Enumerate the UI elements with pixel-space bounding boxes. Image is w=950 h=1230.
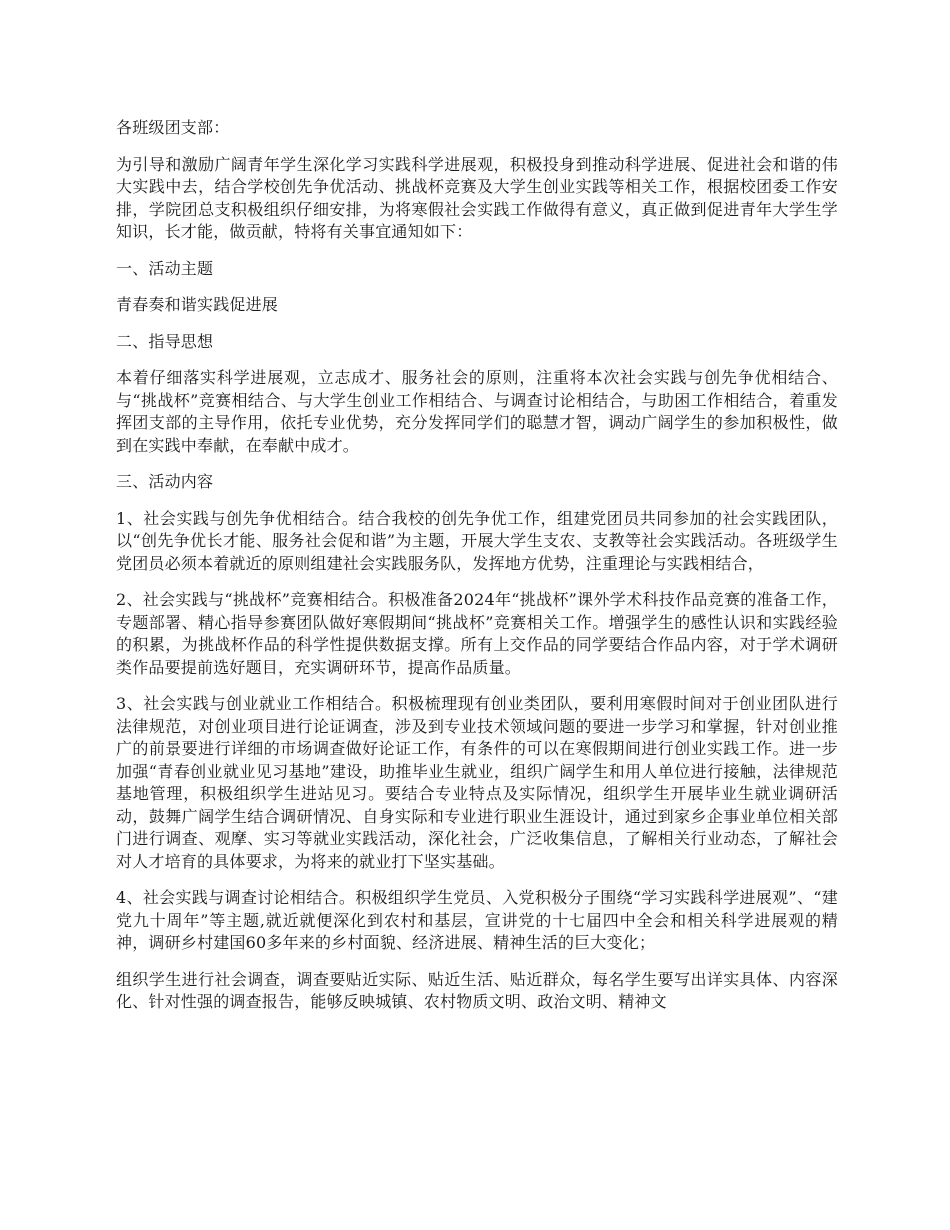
section-1-body: 青春奏和谐实践促进展 bbox=[116, 295, 279, 314]
content-item-3: 3、社会实践与创业就业工作相结合。积极梳理现有创业类团队，要利用寒假时间对于创业团队进行法律规范，对创业项目进行论证调查，涉及到专业技术领域问题的要进一步学习和掌握，针对创业推广的前景要进行详细的市场调查做好论证工作，有条件的可以在寒假期间进行创业实践工作。进一步加强“青春创业就业见习基地”建设，助推毕业生就业，组织广阔学生和用人单位进行接触，法律规范基地管理，积极组织学生进站见习。要结合专业特点及实际情况，组织学生开展毕业生就业调研活动，鼓舞广阔学生结合调研情况、自身实际和专业进行职业生涯设计，通过到家乡企事业单位相关部门进行调查、观摩、实习等就业实践活动，深化社会，广泛收集信息，了解相关行业动态，了解社会对人才培育的具体要求，为将来的就业打下坚实基础。 bbox=[116, 694, 838, 871]
content-item-1: 1、社会实践与创先争优相结合。结合我校的创先争优工作，组建党团员共同参加的社会实践团队，以“创先争优长才能、服务社会促和谐”为主题，开展大学生支农、支教等社会实践活动。各班级学生党团员必须本着就近的原则组建社会实践服务队，发挥地方优势，注重理论与实践相结合， bbox=[116, 508, 838, 573]
section-1-heading: 一、活动主题 bbox=[116, 258, 214, 278]
document-page bbox=[116, 117, 838, 1028]
intro-paragraph: 为引导和激励广阔青年学生深化学习实践科学进展观，积极投身到推动科学进展、促进社会和谐的伟大实践中去，结合学校创先争优活动、挑战杯竞赛及大学生创业实践等相关工作，根据校团委工作安排，学院团总支积极组织仔细安排，为将寒假社会实践工作做得有意义，真正做到促进青年大学生学知识，长才能，做贡献，特将有关事宜通知如下： bbox=[116, 154, 838, 241]
salutation: 各班级团支部： bbox=[116, 118, 230, 137]
section-2-body: 本着仔细落实科学进展观，立志成才、服务社会的原则，注重将本次社会实践与创先争优相结合、与“挑战杯”竞赛相结合、与大学生创业工作相结合、与调查讨论相结合，与助困工作相结合，着重发挥团支部的主导作用，依托专业优势，充分发挥同学们的聪慧才智，调动广阔学生的参加积极性，做到在实践中奉献，在奉献中成才。 bbox=[116, 368, 838, 455]
section-2-heading: 二、指导思想 bbox=[116, 331, 214, 351]
section-3-heading: 三、活动内容 bbox=[116, 472, 214, 491]
content-item-2: 2、社会实践与“挑战杯”竞赛相结合。积极准备2024年“挑战杯”课外学术科技作品竞赛的准备工作，专题部署、精心指导参赛团队做好寒假期间“挑战杯”竞赛相关工作。增强学生的感性认识和实践经验的积累，为挑战杯作品的科学性提供数据支撑。所有上交作品的同学要结合作品内容，对于学术调研类作品要提前选好题目，充实调研环节，提高作品质量。 bbox=[116, 590, 838, 677]
content-item-4: 4、社会实践与调查讨论相结合。积极组织学生党员、入党积极分子围绕“学习实践科学进展观”、“建党九十周年”等主题,就近就便深化到农村和基层，宣讲党的十七届四中全会和相关科学进展观的精神，调研乡村建国60多年来的乡村面貌、经济进展、精神生活的巨大变化； bbox=[116, 888, 838, 952]
content-item-4-continued: 组织学生进行社会调查，调查要贴近实际、贴近生活、贴近群众，每名学生要写出详实具体、内容深化、针对性强的调查报告，能够反映城镇、农村物质文明、政治文明、精神文 bbox=[116, 969, 838, 1011]
